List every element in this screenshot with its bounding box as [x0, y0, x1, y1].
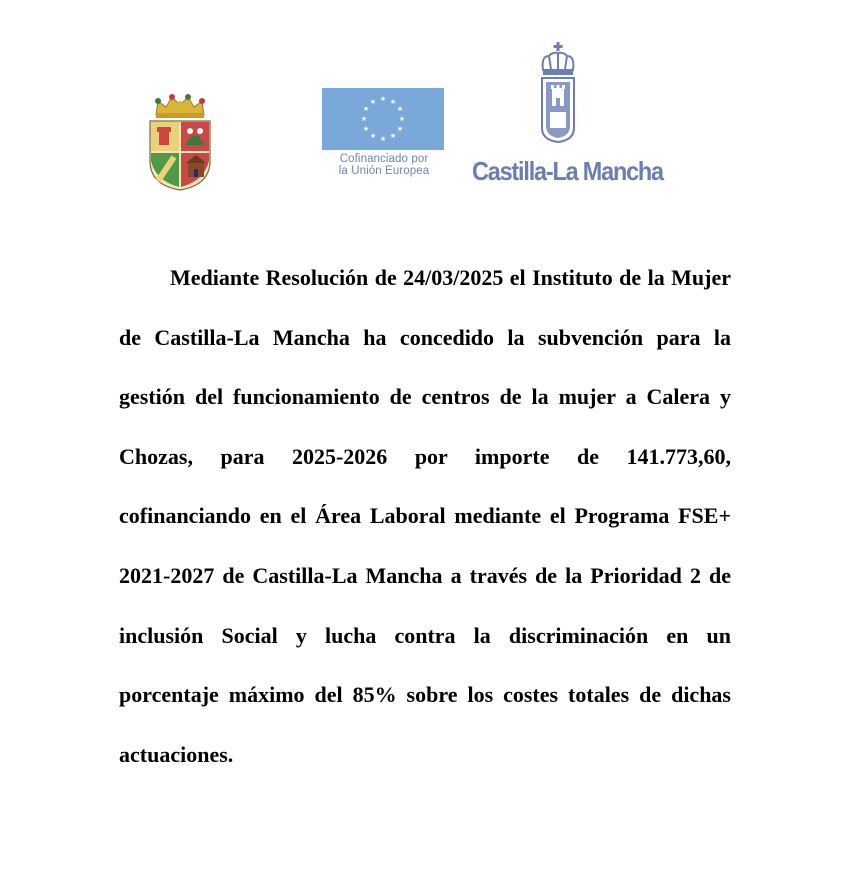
svg-text:★: ★	[379, 95, 387, 103]
castilla-la-mancha-logo	[468, 40, 663, 196]
svg-text:★: ★	[389, 132, 397, 140]
eu-caption	[322, 153, 446, 177]
clm-brand-name: Castilla-La Mancha	[472, 156, 663, 186]
eu-caption-line2: la Unión Europea	[338, 165, 430, 177]
svg-text:★: ★	[360, 115, 368, 123]
svg-text:★: ★	[396, 105, 404, 113]
municipal-coat-of-arms-icon	[144, 93, 216, 193]
eu-cofinancing-logo	[322, 88, 446, 190]
svg-text:★: ★	[362, 125, 370, 133]
svg-text:★: ★	[398, 115, 406, 123]
svg-text:★: ★	[379, 135, 387, 143]
svg-text:★: ★	[389, 98, 397, 106]
eu-flag-icon	[322, 88, 444, 150]
eu-caption-line1: Cofinanciado por	[339, 153, 429, 165]
svg-text:★: ★	[362, 105, 370, 113]
logo-header	[0, 0, 850, 210]
svg-text:★: ★	[396, 125, 404, 133]
svg-text:★: ★	[369, 132, 377, 140]
svg-text:★: ★	[369, 98, 377, 106]
clm-crown-emblem-icon	[538, 40, 578, 144]
announcement-paragraph: Mediante Resolución de 24/03/2025 el Instituto de la Mujer de Castilla-La Mancha ha concedido la subvención para la gestión del funcionamiento de centros de la mujer a Calera y Chozas, para 2025-2026 por importe de 141.773,60, cofinanciando en el Área Laboral mediante el Programa FSE+ 2021-2027 de Castilla-La Mancha a través de la Prioridad 2 de inclusión Social y lucha contra la discriminación en un porcentaje máximo del 85% sobre los costes totales de dichas actuaciones.	[119, 265, 731, 767]
